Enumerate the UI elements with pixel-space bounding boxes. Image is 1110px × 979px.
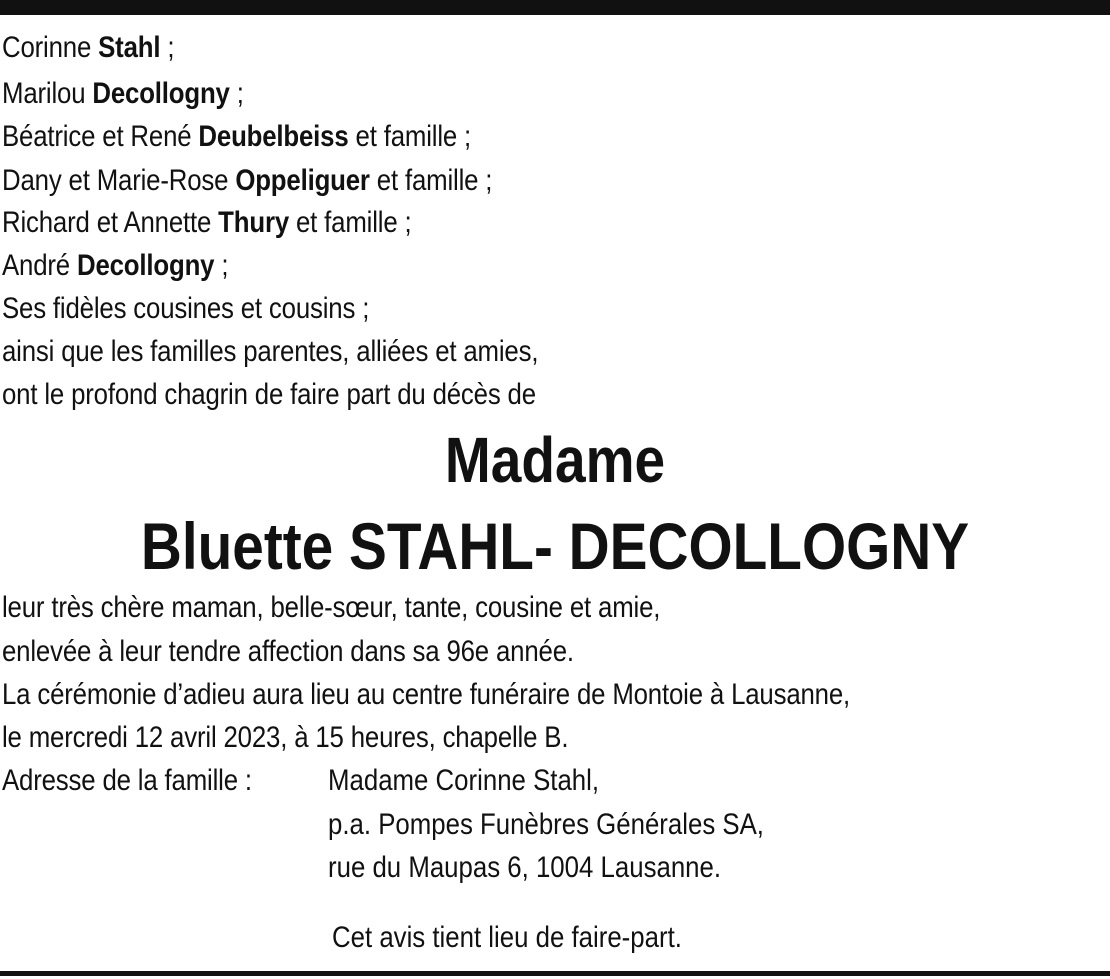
mourner-line: Marilou Decollogny ; — [2, 77, 244, 110]
families-line: ainsi que les familles parentes, alliées et amies, — [2, 335, 539, 368]
deceased-title: Madame — [444, 424, 666, 496]
cousins-line: Ses fidèles cousines et cousins ; — [2, 292, 370, 325]
family-address-line: p.a. Pompes Funèbres Générales SA, — [328, 808, 764, 841]
ceremony-date-line: le mercredi 12 avril 2023, à 15 heures, chapelle B. — [2, 721, 569, 754]
family-name: Thury — [218, 206, 289, 239]
top-border — [0, 0, 1110, 15]
family-name: Stahl — [98, 31, 161, 64]
family-address-line: Madame Corinne Stahl, — [328, 764, 600, 797]
ceremony-line: La cérémonie d’adieu aura lieu au centre funéraire de Montoie à Lausanne, — [2, 678, 851, 711]
family-address-label: Adresse de la famille : — [2, 764, 252, 797]
family-name: Oppeliguer — [235, 164, 370, 197]
description-line: leur très chère maman, belle-sœur, tante, cousine et amie, — [2, 591, 661, 624]
mourner-line: Dany et Marie-Rose Oppeliguer et famille ; — [2, 164, 493, 197]
mourner-line: Corinne Stahl ; — [2, 31, 175, 64]
notice-text: Cet avis tient lieu de faire-part. — [332, 921, 682, 954]
bottom-border — [0, 971, 1110, 976]
mourner-line: André Decollogny ; — [2, 249, 229, 282]
family-name: Deubelbeiss — [198, 120, 349, 153]
announcement-line: ont le profond chagrin de faire part du décès de — [2, 378, 536, 411]
family-name: Decollogny — [76, 249, 215, 282]
mourner-line: Béatrice et René Deubelbeiss et famille ; — [2, 120, 472, 153]
mourner-line: Richard et Annette Thury et famille ; — [2, 206, 412, 239]
family-address-line: rue du Maupas 6, 1004 Lausanne. — [328, 851, 722, 884]
description-line: enlevée à leur tendre affection dans sa 96e année. — [2, 635, 574, 668]
family-name: Decollogny — [92, 77, 230, 110]
deceased-name: Bluette STAHL- DECOLLOGNY — [140, 509, 970, 583]
